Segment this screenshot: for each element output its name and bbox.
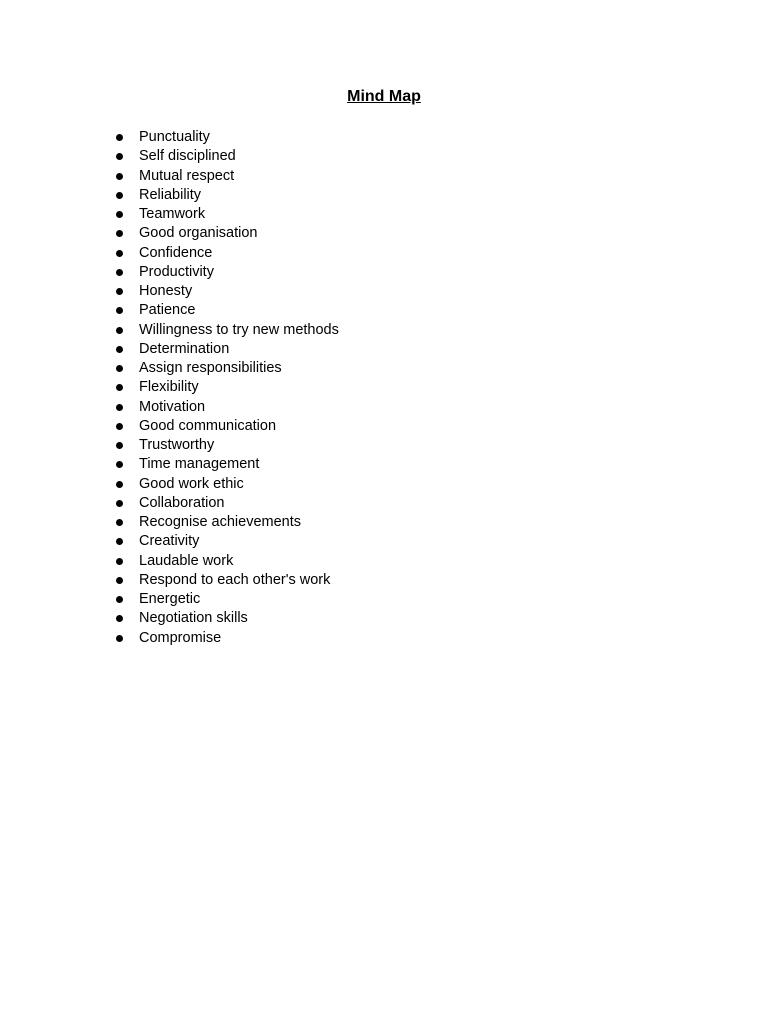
list-item-text: Flexibility [139, 379, 199, 396]
list-item-text: Reliability [139, 186, 202, 203]
bullet-icon [116, 230, 123, 237]
list-item-text: Collaboration [139, 494, 225, 511]
list-item-text: Trustworthy [139, 437, 215, 453]
list-item-text: Respond to each other's work [139, 571, 331, 588]
bullet-icon [116, 134, 123, 141]
bullet-icon [116, 327, 123, 334]
list-item-text: Good communication [139, 417, 277, 434]
bullet-icon [116, 442, 123, 449]
list-item-text: Motivation [139, 398, 206, 415]
bullet-icon [116, 365, 123, 372]
list-item-text: Confidence [139, 244, 213, 261]
bullet-icon [116, 153, 123, 160]
list-item-text: Assign responsibilities [139, 360, 282, 376]
bullet-icon [116, 173, 123, 180]
list-item-text: Laudable work [139, 552, 234, 569]
bullet-icon [116, 384, 123, 391]
list-item-text: Good organisation [139, 225, 258, 242]
list-item-text: Compromise [139, 629, 222, 646]
bullet-icon [116, 635, 123, 642]
bullet-icon [116, 558, 123, 565]
list-item-text: Time management [139, 456, 260, 473]
list-item-text: Good work ethic [139, 475, 244, 492]
list-item-text: Recognise achievements [139, 514, 302, 530]
bullet-icon [116, 307, 123, 314]
list-item-text: Creativity [139, 533, 200, 550]
bullet-icon [116, 346, 123, 353]
bullet-icon [116, 538, 123, 545]
bullet-icon [116, 481, 123, 488]
bullet-icon [116, 192, 123, 199]
bullet-icon [116, 500, 123, 507]
list-item-text: Energetic [139, 591, 201, 607]
list-item-text: Mutual respect [139, 167, 235, 184]
list-item-text: Negotiation skills [139, 610, 248, 627]
bullet-icon [116, 211, 123, 218]
bullet-icon [116, 461, 123, 468]
bullet-icon [116, 596, 123, 603]
list-item-text: Honesty [139, 283, 193, 299]
bullet-icon [116, 404, 123, 411]
bullet-icon [116, 250, 123, 257]
bullet-icon [116, 577, 123, 584]
bullet-icon [116, 615, 123, 622]
list-item-text: Productivity [139, 263, 214, 280]
bullet-icon [116, 519, 123, 526]
list-item-text: Determination [139, 340, 230, 357]
bullet-icon [116, 269, 123, 276]
bullet-icon [116, 423, 123, 430]
document-title: Mind Map [347, 88, 421, 105]
list-item-text: Patience [139, 302, 196, 319]
list-item-text: Teamwork [139, 206, 206, 222]
list-item-text: Self disciplined [139, 148, 236, 165]
list-item-text: Punctuality [139, 129, 210, 145]
bullet-icon [116, 288, 123, 295]
list-item-text: Willingness to try new methods [139, 321, 339, 338]
